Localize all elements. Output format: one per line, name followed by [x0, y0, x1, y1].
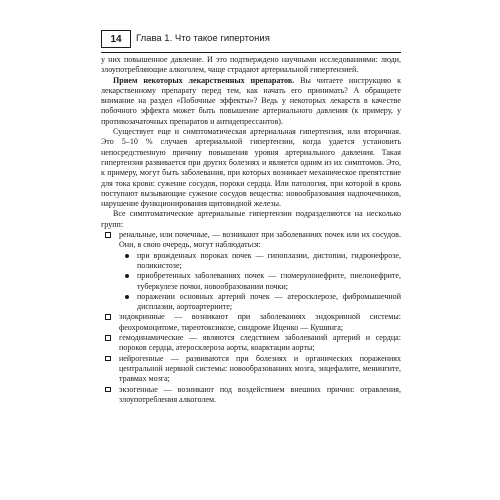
dot-bullet-icon [125, 295, 129, 299]
sublist-item-text: при врожденных пороках почек — гипоплазии, дистопии, гидронефрозе, поликистозе; [137, 250, 401, 270]
paragraph-groups-intro: Все симптоматические артериальные гипертензии подразделяются на несколько групп: [101, 209, 401, 229]
paragraph-medications [101, 76, 401, 127]
running-header [101, 30, 401, 48]
page-body [101, 55, 401, 405]
chapter-title: Глава 1. Что такое гипертония [136, 33, 270, 44]
header-divider [101, 52, 401, 53]
sublist-item [119, 292, 401, 313]
checkbox-bullet-icon [105, 387, 111, 393]
hypertension-groups-list [101, 230, 401, 405]
list-item-text: гемодинамические — являются следствием заболеваний артерий и сердца: пороков сердца, атеросклероза аорты, коарктации аорты; [119, 333, 401, 353]
list-item-text: ренальные, или почечные, — возникают при заболеваниях почек или их сосудов. Они, в свою очередь, могут наблюдаться: [119, 230, 401, 250]
list-item-exogenous [101, 385, 401, 406]
checkbox-bullet-icon [105, 335, 111, 341]
checkbox-bullet-icon [105, 314, 111, 320]
list-item-text: эндокринные — возникают при заболеваниях эндокринной системы: феохромоцитоме, тиреотоксикозе, синдроме Иценко — Кушинга; [119, 312, 401, 332]
list-item-neurogenic [101, 354, 401, 385]
renal-sublist [119, 251, 401, 313]
sublist-item-text: приобретенных заболеваниях почек — гломерулонефрите, пиелонефрите, туберкулезе почки, новообразовании почки; [137, 271, 401, 291]
dot-bullet-icon [125, 274, 129, 278]
paragraph-symptomatic-hypertension: Существует еще и симптоматическая артериальная гипертензия, или вторичная. Это 5–10 % случаев артериальной гипертензии, когда удается установить непосредственную причину повышения уровня артериального давления. Такая гипертензия развивается при других болезнях и является одним из их симптомов. Это, к примеру, могут быть заболевания, при которых возникает механическое препятствие для тока крови: сужение сосудов, пороки сердца. Или патология, при которой в кровь поступают вызывающие сужение сосудов вещества: новообразования надпочечников, нарушение функционирования щитовидной железы. [101, 127, 401, 209]
list-item-hemodynamic [101, 333, 401, 354]
sublist-item-text: поражении основных артерий почек — атеросклерозе, фибромышечной дисплазии, аортоартериите; [137, 291, 401, 312]
list-item-renal [101, 230, 401, 312]
sublist-item [119, 251, 401, 272]
dot-bullet-icon [125, 254, 129, 258]
checkbox-bullet-icon [105, 232, 111, 238]
sublist-item [119, 271, 401, 292]
checkbox-bullet-icon [105, 356, 111, 362]
list-item-endocrine [101, 312, 401, 333]
paragraph-alcohol-continuation: у них повышенное давление. И это подтверждено научными исследованиями: люди, злоупотребляющие алкоголем, чаще страдают артериальной гипертензией. [101, 55, 401, 75]
list-item-text: нейрогенные — развиваются при болезнях и органических поражениях центральной нервной системы: новообразованиях мозга, энцефалите, менингите, травмах мозга; [119, 353, 401, 384]
page-number: 14 [101, 30, 131, 48]
list-item-text: экзогенные — возникают под воздействием внешних причин: отравления, злоупотребления алкоголем. [119, 384, 401, 404]
paragraph-lead-heading: Прием некоторых лекарственных препаратов. [113, 75, 295, 85]
paragraph-medications-text: Вы читаете инструкцию к лекарственному препарату перед тем, как начать его принимать? А обращаете внимание на раздел «Побочные эффекты»? Ведь у некоторых лекарств в качестве побочного эффекта может быть повышение артериального давления (к примеру, у противозачаточных препаратов и антидепрессантов). [101, 75, 401, 126]
